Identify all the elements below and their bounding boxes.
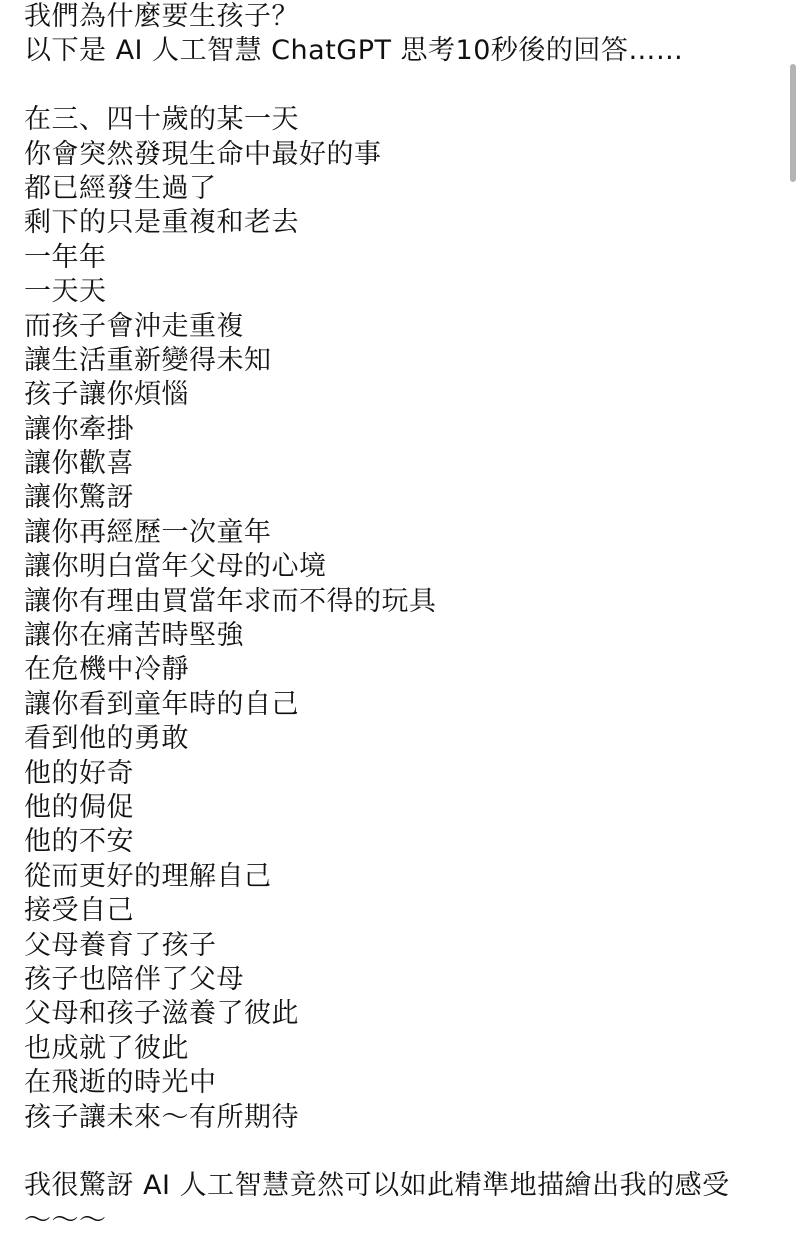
poem-line: 他的侷促 <box>24 791 134 823</box>
closing-line: ～～～ <box>24 1204 107 1236</box>
poem-line: 讓你明白當年父母的心境 <box>24 551 327 583</box>
poem-line: 在三、四十歲的某一天 <box>24 104 299 136</box>
poem-line: 從而更好的理解自己 <box>24 860 272 892</box>
poem-line: 孩子讓未來～有所期待 <box>24 1101 299 1133</box>
poem-line: 都已經發生過了 <box>24 172 217 204</box>
poem-line: 而孩子會沖走重複 <box>24 310 244 342</box>
poem-line: 讓你驚訝 <box>24 482 134 514</box>
poem-line: 在危機中冷靜 <box>24 654 189 686</box>
poem-line: 剩下的只是重複和老去 <box>24 207 299 239</box>
note-line-title: 我們為什麼要生孩子？ <box>24 1 299 32</box>
poem-line: 父母養育了孩子 <box>24 929 217 961</box>
poem-line: 一年年 <box>24 241 107 273</box>
poem-line: 看到他的勇敢 <box>24 723 189 755</box>
poem-line: 讓你看到童年時的自己 <box>24 688 299 720</box>
blank-line <box>24 69 774 103</box>
poem-line: 他的好奇 <box>24 757 134 789</box>
note-text[interactable] <box>24 0 774 1238</box>
poem-line: 接受自己 <box>24 895 134 927</box>
poem-line: 也成就了彼此 <box>24 1032 189 1064</box>
poem-line: 父母和孩子滋養了彼此 <box>24 998 299 1030</box>
poem-line: 讓你牽掛 <box>24 413 134 445</box>
poem-line: 他的不安 <box>24 826 134 858</box>
poem-line: 讓你在痛苦時堅強 <box>24 620 244 652</box>
scrollbar-thumb[interactable] <box>790 64 796 182</box>
poem-line: 一天天 <box>24 276 107 308</box>
poem-line: 孩子讓你煩惱 <box>24 379 189 411</box>
poem-line: 在飛逝的時光中 <box>24 1067 217 1099</box>
poem-line: 你會突然發現生命中最好的事 <box>24 138 382 170</box>
poem-line: 讓生活重新變得未知 <box>24 344 272 376</box>
closing-line: 我很驚訝 AI 人工智慧竟然可以如此精準地描繪出我的感受 <box>24 1170 730 1202</box>
poem-line: 讓你再經歷一次童年 <box>24 516 272 548</box>
poem-line: 讓你有理由買當年求而不得的玩具 <box>24 585 437 617</box>
blank-line <box>24 1135 774 1169</box>
note-line-subtitle: 以下是 AI 人工智慧 ChatGPT 思考10秒後的回答…… <box>24 35 684 67</box>
poem-line: 孩子也陪伴了父母 <box>24 963 244 995</box>
poem-line: 讓你歡喜 <box>24 448 134 480</box>
